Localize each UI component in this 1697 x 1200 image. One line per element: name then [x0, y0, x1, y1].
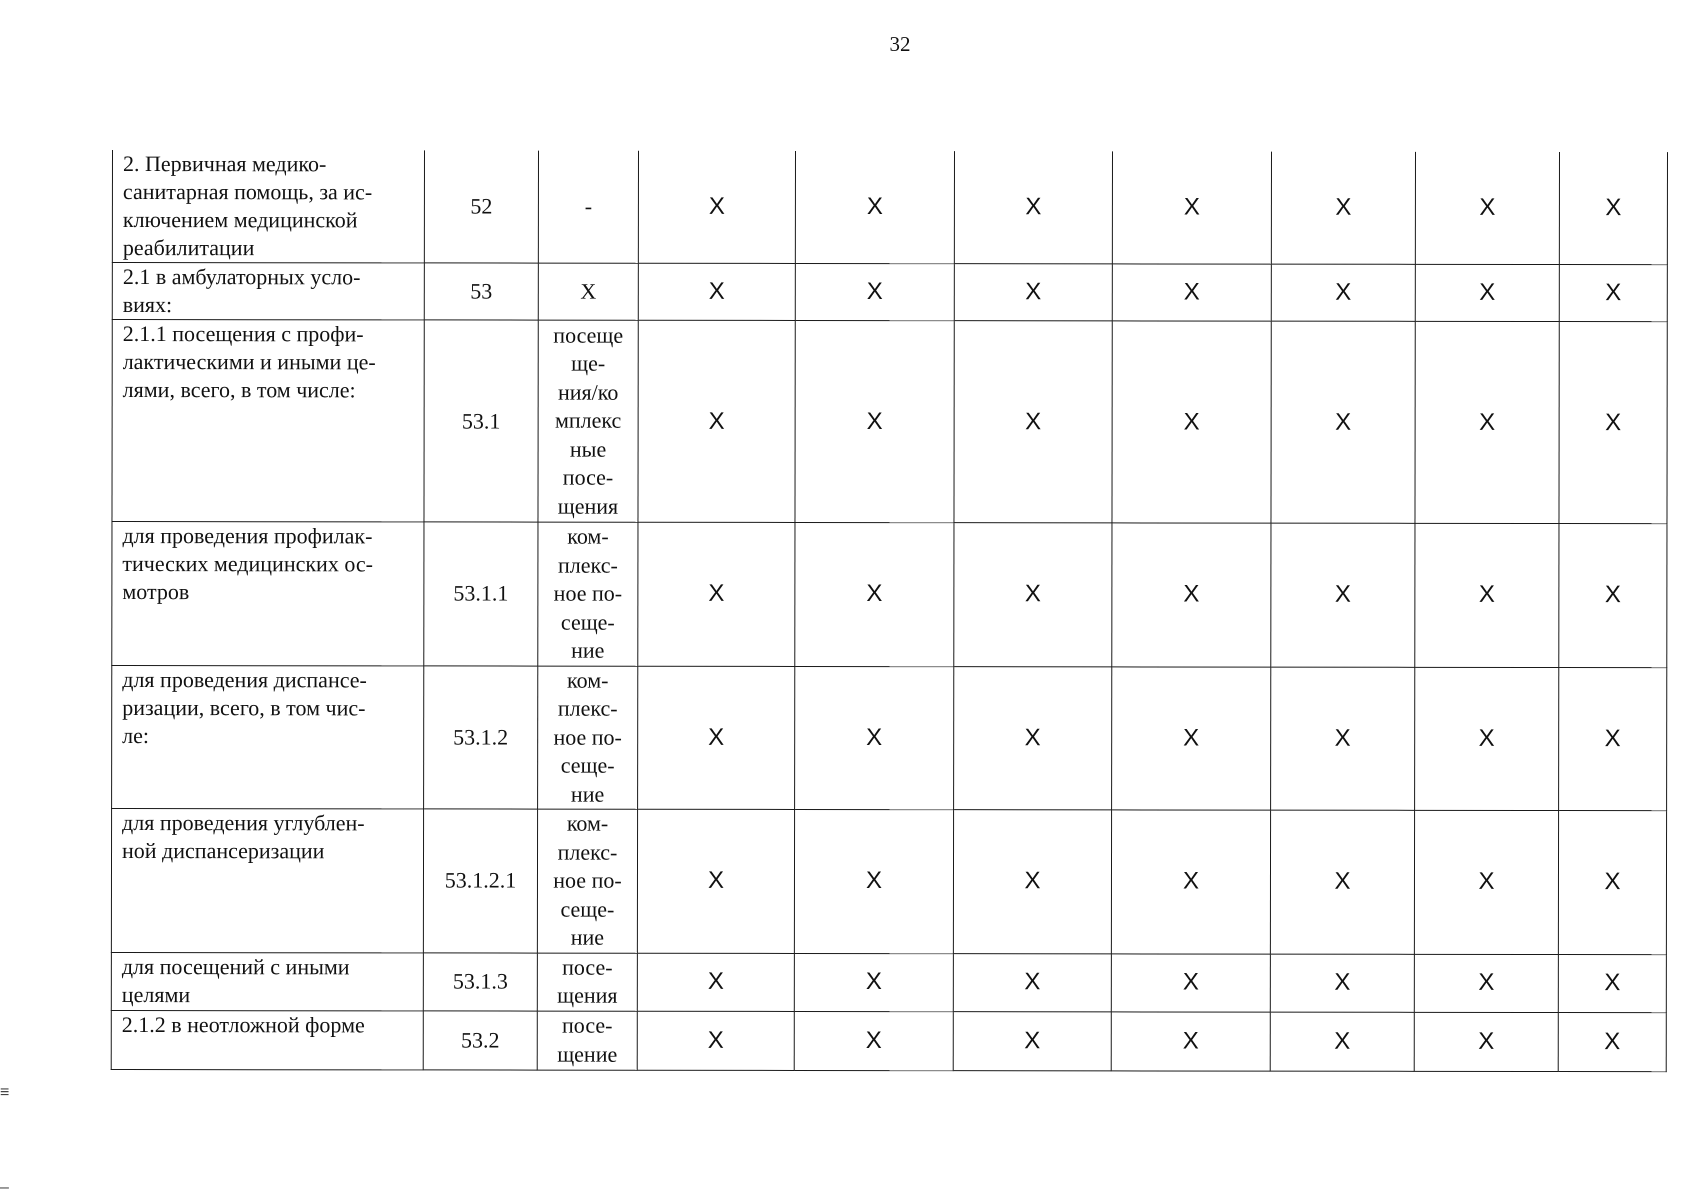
- table-row: [111, 952, 1666, 1012]
- row-unit-cell: посе- щение: [537, 1011, 637, 1070]
- row-mark-cell: X: [1111, 953, 1270, 1011]
- row-unit-cell: ком- плекс- ное по- сеще- ние: [537, 809, 637, 953]
- row-unit-cell: -: [538, 151, 638, 264]
- row-mark-cell: X: [1271, 321, 1415, 523]
- row-mark-cell: X: [638, 666, 795, 810]
- row-mark-cell: X: [1559, 667, 1667, 811]
- row-mark-cell: X: [953, 1011, 1111, 1070]
- row-mark-cell: X: [1270, 954, 1414, 1012]
- row-mark-cell: X: [1415, 152, 1559, 265]
- row-name-cell: для посещений с иными целями: [111, 952, 423, 1010]
- row-code-cell: 53.1: [424, 320, 538, 522]
- row-mark-cell: X: [954, 151, 1112, 264]
- row-mark-cell: X: [1270, 1012, 1414, 1071]
- row-mark-cell: X: [1415, 264, 1559, 321]
- row-name-cell: 2. Первичная медико- санитарная помощь, за ис- ключением медицинской реабилитации: [112, 150, 424, 263]
- row-mark-cell: X: [637, 953, 794, 1011]
- row-unit-cell: посе- щения: [537, 953, 637, 1011]
- row-mark-cell: X: [1271, 667, 1415, 811]
- row-mark-cell: X: [1559, 265, 1667, 322]
- row-mark-cell: X: [795, 320, 954, 522]
- row-unit-cell: X: [538, 263, 638, 320]
- row-mark-cell: X: [638, 522, 795, 666]
- row-mark-cell: X: [1415, 667, 1559, 811]
- row-mark-cell: X: [795, 666, 954, 810]
- row-name-cell: для проведения углублен- ной диспансеризации: [111, 809, 423, 953]
- row-code-cell: 53.1.3: [423, 952, 537, 1010]
- row-mark-cell: X: [1112, 523, 1271, 667]
- page-number: 32: [889, 32, 911, 56]
- row-code-cell: 53.1.2: [424, 665, 538, 809]
- row-name-cell: 2.1 в амбулаторных усло- виях:: [112, 263, 424, 320]
- row-name-cell: 2.1.1 посещения с профи- лактическими и иными це- лями, всего, в том числе:: [112, 320, 424, 522]
- row-mark-cell: X: [795, 151, 954, 264]
- row-mark-cell: X: [794, 953, 953, 1011]
- row-mark-cell: X: [1270, 810, 1414, 954]
- row-mark-cell: X: [954, 523, 1112, 667]
- row-mark-cell: X: [1271, 523, 1415, 667]
- row-name-cell: 2.1.2 в неотложной форме: [111, 1010, 423, 1069]
- row-mark-cell: X: [1558, 811, 1666, 955]
- row-mark-cell: X: [638, 151, 795, 264]
- row-mark-cell: X: [1271, 264, 1415, 321]
- table-row: [112, 263, 1667, 322]
- row-mark-cell: X: [953, 953, 1111, 1011]
- row-mark-cell: X: [794, 1011, 953, 1070]
- row-mark-cell: X: [1112, 264, 1271, 321]
- row-code-cell: 52: [424, 150, 538, 263]
- table-row: [112, 665, 1667, 811]
- row-code-cell: 53: [424, 263, 538, 320]
- row-mark-cell: X: [637, 1011, 794, 1070]
- row-mark-cell: X: [1414, 1012, 1558, 1071]
- row-mark-cell: X: [637, 809, 794, 953]
- row-mark-cell: X: [1414, 954, 1558, 1012]
- row-mark-cell: X: [794, 809, 953, 953]
- margin-scan-mark: ≡: [0, 1084, 10, 1101]
- row-mark-cell: X: [1558, 954, 1666, 1012]
- table-row: [111, 809, 1666, 955]
- row-mark-cell: X: [1559, 524, 1667, 668]
- row-unit-cell: ком- плекс- ное по- сеще- ние: [538, 522, 638, 666]
- row-mark-cell: X: [1112, 151, 1271, 264]
- row-mark-cell: X: [1111, 1011, 1270, 1070]
- row-code-cell: 53.1.1: [424, 522, 538, 666]
- document-sheet: [111, 150, 1668, 1072]
- row-unit-cell: ком- плекс- ное по- сеще- ние: [538, 666, 638, 810]
- table-row: [111, 1010, 1666, 1071]
- row-mark-cell: X: [1415, 523, 1559, 667]
- table-row: [112, 522, 1667, 668]
- margin-scan-dash: –: [0, 1179, 9, 1196]
- row-mark-cell: X: [1559, 152, 1667, 265]
- row-mark-cell: X: [638, 320, 795, 522]
- services-table: [111, 150, 1668, 1072]
- row-mark-cell: X: [1112, 666, 1271, 810]
- row-name-cell: для проведения диспансе- ризации, всего, в том чис- ле:: [112, 665, 424, 809]
- row-mark-cell: X: [795, 522, 954, 666]
- table-row: [112, 320, 1667, 524]
- row-mark-cell: X: [954, 666, 1112, 810]
- row-mark-cell: X: [1271, 152, 1415, 265]
- row-mark-cell: X: [1415, 321, 1559, 523]
- row-mark-cell: X: [1558, 1012, 1666, 1071]
- row-unit-cell: посеще ще- ния/ко мплекс ные посе- щения: [538, 320, 638, 522]
- row-mark-cell: X: [1112, 321, 1271, 523]
- row-mark-cell: X: [1414, 810, 1558, 954]
- row-name-cell: для проведения профилак- тических медицинских ос- мотров: [112, 522, 424, 666]
- row-mark-cell: X: [638, 263, 795, 320]
- row-mark-cell: X: [953, 810, 1111, 954]
- row-mark-cell: X: [1111, 810, 1270, 954]
- row-mark-cell: X: [795, 263, 954, 320]
- row-code-cell: 53.1.2.1: [423, 809, 537, 953]
- row-code-cell: 53.2: [423, 1010, 537, 1069]
- row-mark-cell: X: [1559, 322, 1667, 524]
- table-body: [111, 150, 1667, 1071]
- table-row: [112, 150, 1667, 265]
- row-mark-cell: X: [954, 321, 1112, 523]
- row-mark-cell: X: [954, 264, 1112, 321]
